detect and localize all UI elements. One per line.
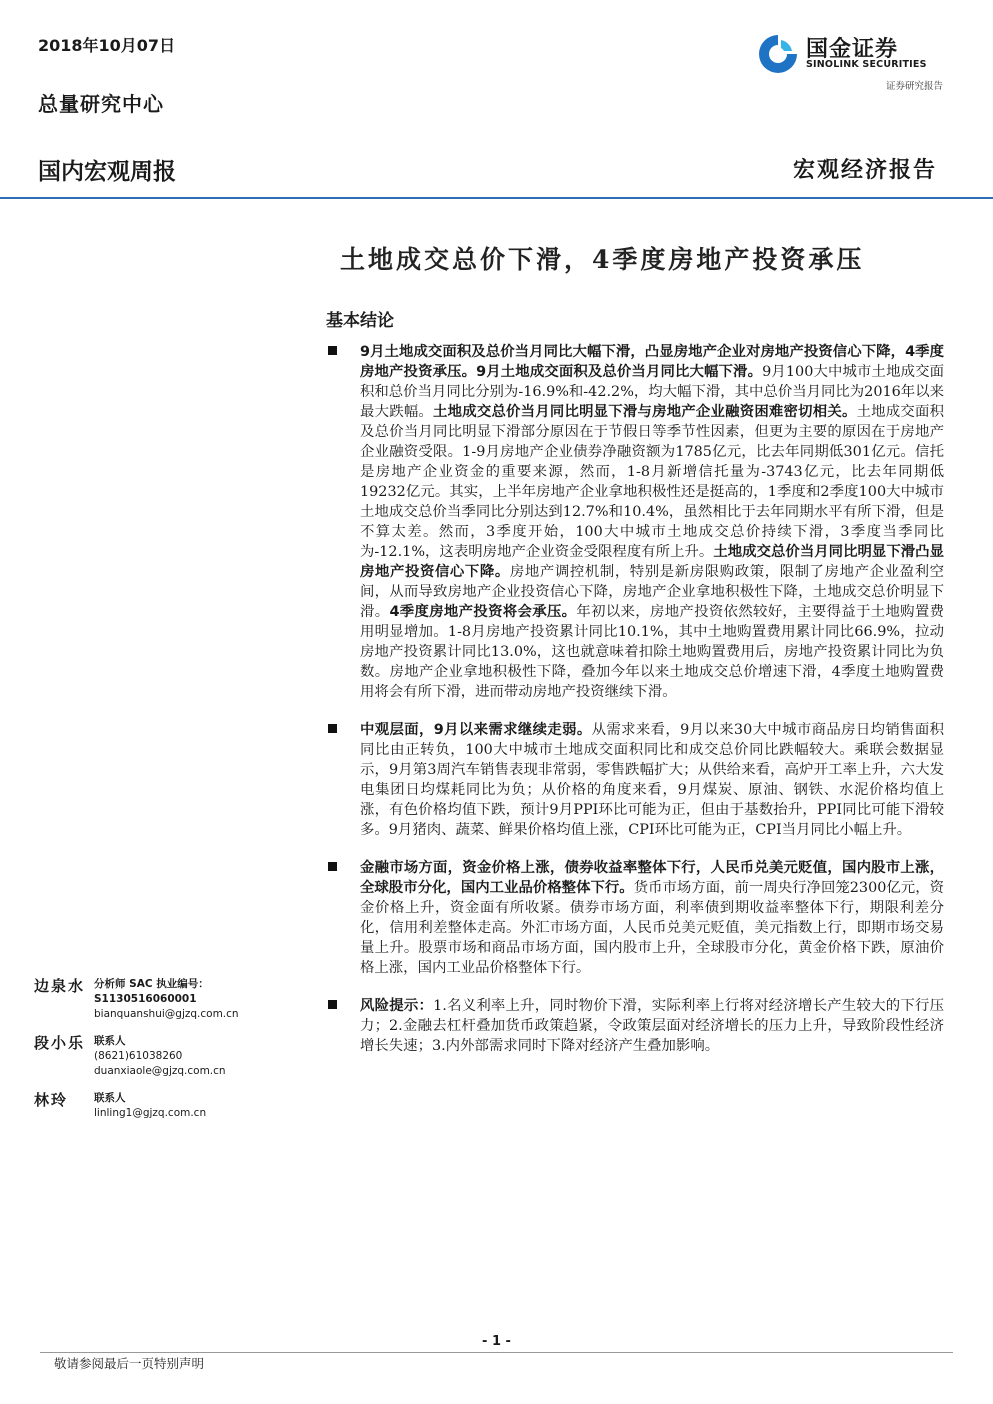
section-heading: 基本结论 xyxy=(326,311,394,331)
text-segment: 房地产调控机制，特别是新房限购政策，限制了房地产企业盈利空间，从而导致房地产企业投资信心下降，房地产企业拿地积极性下降，土地成交总价明显下滑。 xyxy=(360,564,944,620)
logo-mark-icon xyxy=(756,32,800,76)
analyst-role: 分析师 SAC 执业编号：S1130516060001 xyxy=(94,978,209,1005)
conclusion-text xyxy=(360,720,944,840)
analyst-info xyxy=(94,975,304,1022)
conclusions-list xyxy=(326,342,946,1074)
text-segment: 从需求来看，9月以来30大中城市商品房日均销售面积同比由正转负，100大中城市土地成交面积同比和成交总价同比跌幅较大。乘联会数据显示，9月第3周汽车销售表现非常弱，零售跌幅扩大；从供给来看，高炉开工率上升，六大发电集团日均煤耗同比为负；从价格的角度来看，9月煤炭、原油、钢铁、水泥价格均值上涨，有色价格均值下跌，预计9月PPI环比可能为正，但由于基数抬升，PPI同比可能下滑较多。9月猪肉、蔬菜、鲜果价格均值上涨，CPI环比可能为正，CPI当月同比小幅上升。 xyxy=(360,722,944,838)
bold-segment: 土地成交总价当月同比明显下滑凸显房地产投资信心下降。 xyxy=(360,544,944,580)
bold-segment: 土地成交总价当月同比明显下滑与房地产企业融资困难密切相关。 xyxy=(433,404,857,420)
conclusion-item xyxy=(326,996,946,1056)
conclusion-item xyxy=(326,858,946,978)
analyst-entry xyxy=(34,1032,304,1079)
conclusion-text xyxy=(360,996,944,1056)
analyst-entry xyxy=(34,975,304,1022)
report-type: 宏观经济报告 xyxy=(792,157,937,183)
analyst-role: 联系人 xyxy=(94,1092,126,1104)
bold-segment: 4季度房地产投资将会承压。 xyxy=(389,604,577,620)
company-logo xyxy=(756,30,946,76)
bullet-square-icon xyxy=(326,996,360,1056)
bullet-square-icon xyxy=(326,720,360,840)
bold-segment: 风险提示： xyxy=(360,998,434,1014)
analyst-email[interactable]: bianquanshui@gjzq.com.cn xyxy=(94,1008,239,1020)
analyst-entry xyxy=(34,1089,304,1121)
footer-divider xyxy=(40,1352,953,1353)
conclusion-text xyxy=(360,858,944,978)
conclusion-item xyxy=(326,342,946,702)
analyst-email[interactable]: linling1@gjzq.com.cn xyxy=(94,1107,207,1119)
analyst-info xyxy=(94,1089,206,1121)
logo-cn-name: 国金证券 xyxy=(806,37,899,62)
text-segment: 土地成交面积及总价当月同比明显下滑部分原因在于节假日等季节性因素，但更为主要的原因在于房地产企业融资受限。1-9月房地产企业债券净融资额为1785亿元，比去年同期低301亿元。信托是房地产企业资金的重要来源，然而，1-8月新增信托量为-3743亿元，比去年同期低19232亿元。其实，上半年房地产企业拿地积极性还是挺高的，1季度和2季度100大中城市土地成交总价当季同比分别达到12.7%和10.4%，虽然相比于去年同期水平有所下滑，但是不算太差。然而，3季度开始，100大中城市土地成交总价持续下滑，3季度当季同比为-12.1%，这表明房地产企业资金受限程度有所上升。 xyxy=(360,404,944,560)
text-segment: 1.名义利率上升，同时物价下滑，实际利率上行将对经济增长产生较大的下行压力；2.金融去杠杆叠加货币政策趋紧，令政策层面对经济增长的压力上升，导致阶段性经济增长失速；3.内外部需求同时下降对经济产生叠加影响。 xyxy=(360,998,944,1054)
analyst-phone: (8621)61038260 xyxy=(94,1050,183,1062)
logo-subtitle: 证券研究报告 xyxy=(885,81,943,92)
bold-segment: 9月土地成交面积及总价当月同比大幅下滑，凸显房地产企业对房地产投资信心下降，4季度房地产投资承压。9月土地成交面积及总价当月同比大幅下滑。 xyxy=(360,344,944,380)
header-divider xyxy=(0,197,993,199)
text-segment: 货币市场方面，前一周央行净回笼2300亿元，资金价格上升，资金面有所收紧。债券市场方面，利率债到期收益率整体下行，期限利差分化，信用利差整体走高。外汇市场方面，人民币兑美元贬值，美元指数上行，即期市场交易量上升。股票市场和商品市场方面，国内股市上升，全球股市分化，黄金价格下跌，原油价格上涨，国内工业品价格整体下行。 xyxy=(360,880,944,976)
analyst-name: 林玲 xyxy=(34,1091,69,1109)
analyst-list xyxy=(34,975,304,1131)
department-name: 总量研究中心 xyxy=(38,92,164,116)
bullet-square-icon xyxy=(326,858,360,978)
report-title: 土地成交总价下滑，4季度房地产投资承压 xyxy=(340,245,865,274)
analyst-name: 边泉水 xyxy=(34,977,86,995)
logo-en-name: SINOLINK SECURITIES xyxy=(806,59,927,70)
bold-segment: 中观层面，9月以来需求继续走弱。 xyxy=(360,722,592,738)
bold-segment: 金融市场方面，资金价格上涨，债券收益率整体下行，人民币兑美元贬值，国内股市上涨，全球股市分化，国内工业品价格整体下行。 xyxy=(360,860,944,896)
text-segment: 年初以来，房地产投资依然较好，主要得益于土地购置费用明显增加。1-8月房地产投资累计同比10.1%，其中土地购置费用累计同比66.9%，拉动房地产投资累计同比13.0%，这也就意味着扣除土地购置费用后，房地产投资累计同比为负数。房地产企业拿地积极性下降，叠加今年以来土地成交总价增速下滑，4季度土地购置费用将会有所下滑，进而带动房地产投资继续下滑。 xyxy=(360,604,944,700)
conclusion-text xyxy=(360,342,944,702)
product-type: 国内宏观周报 xyxy=(38,159,176,185)
report-date: 2018年10月07日 xyxy=(38,36,176,55)
analyst-name: 段小乐 xyxy=(34,1034,86,1052)
analyst-email[interactable]: duanxiaole@gjzq.com.cn xyxy=(94,1065,226,1077)
analyst-info xyxy=(94,1032,226,1079)
analyst-role: 联系人 xyxy=(94,1035,126,1047)
conclusion-item xyxy=(326,720,946,840)
footer-disclaimer: 敬请参阅最后一页特别声明 xyxy=(54,1356,205,1371)
text-segment: 9月100大中城市土地成交面积和总价当月同比分别为-16.9%和-42.2%，均大幅下滑，其中总价当月同比为2016年以来最大跌幅。 xyxy=(360,364,945,420)
page-number: - 1 - xyxy=(482,1334,511,1349)
bullet-square-icon xyxy=(326,342,360,702)
